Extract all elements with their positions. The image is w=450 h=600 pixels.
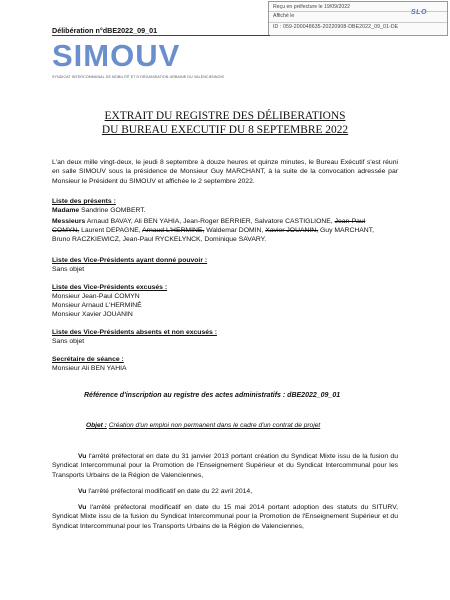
presents-messieurs-row-2 (52, 226, 374, 235)
vp-pouvoir-heading-row (52, 256, 207, 265)
presents-messieurs-row-3: Bruno RACZKIEWICZ, Jean-Paul RYCKELYNCK, Dominique SAVARY. (52, 236, 267, 243)
consideration-text: l'arrêté préfectoral en date du 31 janvier 2013 portant création du Syndicat Mixte issu de la fusion du Syndicat Intercommunal pour la Promotion de l'Enseignement Supérieur et du Syndicat Intercommunal pour les Transports Urbains de la Région de Valenciennes, (52, 453, 398, 479)
objet-label: Objet : (86, 422, 107, 429)
messieurs-names: Arnaud BAVAY, Ali BEN YAHIA, Jean-Roger BERRIER, Salvatore CASTIGLIONE, (86, 218, 333, 225)
consideration-text: l'arrêté préfectoral modificatif en date du 22 avril 2014, (88, 488, 253, 495)
presents-heading: Liste des présents : (52, 198, 116, 205)
struck-name: Xavier JOUANIN, (265, 227, 319, 234)
stamp-received: Reçu en préfecture le 19/09/2022 (273, 4, 351, 10)
secretaire-value: Monsieur Ali BEN YAHIA (52, 365, 127, 372)
header-divider (52, 35, 270, 36)
messieurs-names: Guy MARCHANT, (320, 227, 375, 234)
presents-heading-row (52, 197, 116, 206)
document-title-line-1: EXTRAIT DU REGISTRE DES DÉLIBERATIONS (104, 110, 346, 122)
vp-absents-heading-row (52, 328, 217, 337)
vp-pouvoir-value: Sans objet (52, 266, 85, 273)
stamp-id: ID : 059-200048635-20220908-DBE2022_09_01-DE (273, 24, 399, 30)
messieurs-names: Waldemar DOMIN, (206, 227, 264, 234)
consideration-paragraph (52, 503, 398, 531)
consideration-lead: Vu (78, 488, 87, 495)
secretaire-heading: Secrétaire de séance : (52, 356, 124, 363)
vp-absents-heading: Liste des Vice-Présidents absents et non excusés : (52, 329, 217, 336)
secretaire-heading-row (52, 355, 124, 364)
madame-names: Sandrine GOMBERT. (81, 207, 146, 214)
document-title-line-2: DU BUREAU EXECUTIF DU 8 SEPTEMBRE 2022 (101, 124, 349, 136)
stamp-posted: Affiché le (273, 13, 295, 19)
objet-line (86, 422, 320, 429)
stamp-slo-logo: SLO (411, 9, 427, 16)
objet-text: Création d'un emploi non permanent dans le cadre d'un contrat de projet (108, 422, 321, 429)
struck-name: Arnaud L'HERMINE, (142, 227, 205, 234)
vp-excuses-heading-row (52, 283, 167, 292)
consideration-lead: Vu (78, 453, 87, 460)
vp-absents-value: Sans objet (52, 338, 85, 345)
presents-madame-row (52, 206, 146, 215)
consideration-paragraph (52, 452, 398, 480)
messieurs-names: Laurent DEPAGNE, (81, 227, 141, 234)
struck-name: Jean-Paul (334, 218, 366, 225)
reception-stamp (268, 1, 448, 36)
logo-wordmark: SIMOUV (52, 38, 181, 73)
stamp-divider (269, 22, 447, 23)
vp-excuse-name: Monsieur Jean-Paul COMYN (52, 293, 140, 300)
intro-paragraph: L'an deux mille vingt-deux, le jeudi 8 septembre à douze heures et quinze minutes, le Bureau Exécutif s'est réuni en salle SIMOUV sous la présidence de Monsieur Guy MARCHANT, à la suite de la convocation adressée par Monsieur le Président du SIMOUV et affichée le 2 septembre 2022. (52, 159, 398, 185)
deliberation-number: Délibération n°dBE2022_09_01 (52, 26, 158, 35)
madame-label: Madame (52, 207, 80, 214)
consideration-lead: Vu (78, 504, 87, 511)
vp-pouvoir-heading: Liste des Vice-Présidents ayant donné pouvoir : (52, 257, 208, 264)
register-reference: Référence d'inscription au registre des actes administratifs : dBE2022_09_01 (84, 392, 341, 399)
presents-messieurs-row (52, 217, 365, 226)
simouv-logo (52, 40, 180, 71)
vp-excuse-name: Monsieur Arnaud L'HERMINÉ (52, 302, 142, 309)
messieurs-label: Messieurs (52, 218, 86, 225)
consideration-text: l'arrêté préfectoral modificatif en date du 15 mai 2014 portant adoption des statuts du SITURV, Syndicat Mixte issu de la fusion du Syndicat Intercommunal pour la Promotion de l'Enseignement Supérieur et du Syndicat Intercommunal pour les Transports Urbains de la Région de Valenciennes, (52, 504, 398, 530)
struck-name: COMYN, (52, 227, 80, 234)
vp-excuse-name: Monsieur Xavier JOUANIN (52, 311, 133, 318)
logo-tagline: SYNDICAT INTERCOMMUNAL DE MOBILITÉ ET D'ORGANISATION URBAINE DU VALENCIENNOIS (52, 75, 225, 79)
vp-excuses-heading: Liste des Vice-Présidents excusés : (52, 284, 168, 291)
consideration-paragraph (52, 487, 398, 496)
